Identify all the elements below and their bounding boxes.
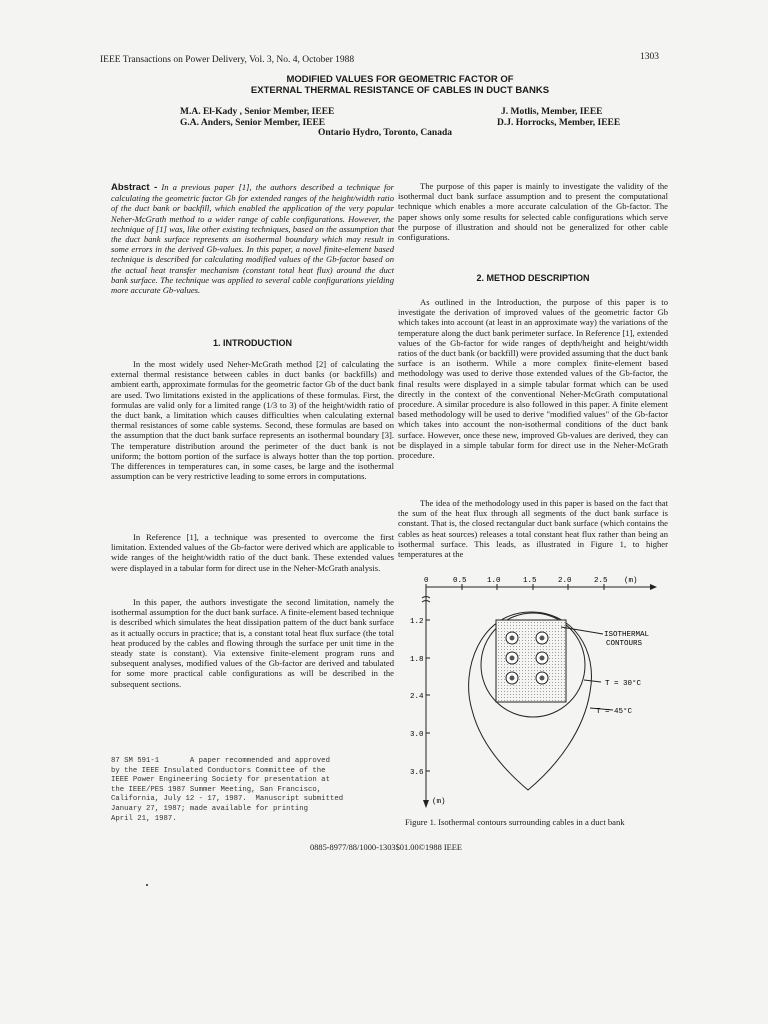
- purpose-paragraph: The purpose of this paper is mainly to investigate the validity of the isothermal duct bank surface assumption and to present the computational technique which enables a more accurate calculation of the Gb-factor. The paper shows only some results for selected cable configurations which serve the purpose of illustration and should not be generalized for other cable configurations.: [398, 181, 668, 243]
- x-tick-label: 0: [424, 577, 429, 585]
- figure-caption: Figure 1. Isothermal contours surrounding cables in a duct bank: [405, 817, 625, 827]
- author-horrocks: D.J. Horrocks, Member, IEEE: [497, 118, 621, 128]
- footnote-line: IEEE Power Engineering Society for presentation at: [111, 776, 330, 785]
- abstract-label: Abstract -: [111, 182, 158, 193]
- footnote-line: the IEEE/PES 1987 Summer Meeting, San Francisco,: [111, 785, 322, 794]
- y-tick-label: 2.4: [410, 693, 424, 701]
- intro-paragraph-3: In this paper, the authors investigate the second limitation, namely the isothermal assumption for the duct bank surface. A finite-element based technique is described which simulates the heat dissipation pattern of the duct bank surface as it actually occurs in practice; that is, a constant total heat flux surface (the total heat produced by the cables and flowing through the surface per unit time in the steady state is constant). Via extensive finite-element program runs and subsequent analyses, modified values of the Gb-factor are derived and tabulated for some more practical cable configurations as will be described in the subsequent sections.: [111, 597, 394, 689]
- footnote-line: 87 SM 591-1 A paper recommended and approved: [111, 757, 330, 765]
- y-tick-label: 3.6: [410, 769, 424, 777]
- x-unit-label: (m): [624, 577, 638, 585]
- journal-header: IEEE Transactions on Power Delivery, Vol. 3, No. 4, October 1988: [100, 55, 355, 65]
- stray-dot: [146, 884, 148, 886]
- leader-isothermal: [561, 627, 603, 634]
- authors-left: [180, 107, 334, 129]
- y-ticks: [426, 620, 430, 771]
- x-tick-label: 2.5: [594, 577, 608, 585]
- x-axis-arrow: [650, 584, 657, 590]
- label-isothermal: ISOTHERMAL: [604, 631, 650, 639]
- y-tick-label: 1.2: [410, 618, 424, 626]
- footnote-line: January 27, 1987; made available for printing: [111, 804, 309, 813]
- footnote: [111, 757, 401, 824]
- footnote-line: April 21, 1987.: [111, 814, 177, 823]
- x-tick-label: 1.5: [523, 577, 537, 585]
- y-tick-label: 1.8: [410, 656, 424, 664]
- title-line-2: EXTERNAL THERMAL RESISTANCE OF CABLES IN DUCT BANKS: [250, 85, 550, 96]
- abstract-text: In a previous paper [1], the authors described a technique for calculating the geometric factor Gb for extended ranges of the height/width ratio of the duct bank or backfill, which enabled the application of the very popular Neher-McGrath method to a wider range of cable configurations. However, the technique of [1] was, like other existing techniques, based on the assumption that the duct bank surface represents an isothermal boundary which may result in some errors in the derived Gb-values. In this paper, a novel finite-element based technique is described for calculating modified values of the Gb-factor based on the actual heat transfer mechanism (constant total heat flux) around the duct bank surface. The technique was applied to several cable configurations yielding more accurate Gb-values.: [111, 182, 395, 296]
- page-number: 1303: [640, 52, 659, 62]
- affiliation: Ontario Hydro, Toronto, Canada: [318, 128, 452, 138]
- label-contours: CONTOURS: [606, 640, 643, 648]
- y-axis-arrow: [423, 800, 429, 808]
- title-line-1: MODIFIED VALUES FOR GEOMETRIC FACTOR OF: [286, 74, 514, 85]
- section-2-heading: 2. METHOD DESCRIPTION: [476, 273, 590, 283]
- section-1-heading: 1. INTRODUCTION: [212, 338, 292, 348]
- leader-t30: [584, 680, 601, 682]
- footnote-line: California, July 12 - 17, 1987. Manuscript submitted: [111, 795, 344, 804]
- intro-paragraph-1: In the most widely used Neher-McGrath method [2] of calculating the external thermal resistance between cables in duct banks (or backfills) and ambient earth, approximate formulas for the geometric factor Gb of the duct bank are used. Two limitations existed in the applications of these formulas. First, the formulas are valid only for a limited range (1/3 to 3) of the height/width ratio of the duct bank, a limitation which causes difficulties when calculating external thermal resistances of some cable systems. Second, these formulas are based on the assumption that the duct bank surface represents an isothermal boundary [3]. The temperature distribution around the perimeter of the duct bank is not uniform; the bottom portion of the surface is always hotter than the top portion. The differences in temperatures can, in some cases, be large and the isothermal assumption can be very restrictive leading to some errors in computations.: [111, 359, 394, 482]
- footnote-line: by the IEEE Insulated Conductors Committee of the: [111, 766, 326, 775]
- label-t30: T = 30°C: [605, 680, 642, 688]
- issn-footer: 0885-8977/88/1000-1303$01.00©1988 IEEE: [310, 843, 462, 852]
- label-t45: T = 45°C: [596, 708, 633, 716]
- x-tick-label: 1.0: [487, 577, 501, 585]
- paper-title: [150, 74, 650, 96]
- author-motlis: J. Motlis, Member, IEEE: [501, 107, 603, 117]
- author-anders: G.A. Anders, Senior Member, IEEE: [180, 118, 326, 128]
- author-el-kady: M.A. El-Kady , Senior Member, IEEE: [180, 107, 335, 117]
- method-paragraph-2: The idea of the methodology used in this paper is based on the fact that the sum of the heat flux through all segments of the duct bank surface is constant. That is, the closed rectangular duct bank surface (which contains the cables as heat sources) releases a total constant heat flux rather than being an isothermal surface. This leads, as illustrated in Figure 1, to higher temperatures at the: [398, 498, 668, 560]
- intro-paragraph-2: In Reference [1], a technique was presented to overcome the first limitation. Extended values of the Gb-factor were derived which are applicable to wide ranges of the height/width ratio of the duct bank. These extended values were displayed in a tabular form for direct use in the Neher-McGrath analysis.: [111, 532, 394, 573]
- y-unit-label: (m): [432, 798, 446, 806]
- figure-1-isothermal-contours: [398, 570, 678, 810]
- y-tick-label: 3.0: [410, 731, 424, 739]
- authors-right: [497, 107, 620, 129]
- abstract: [111, 182, 394, 295]
- method-paragraph-1: As outlined in the Introduction, the purpose of this paper is to investigate the derivation of improved values of the geometric factor Gb which takes into account (at least in an approximate way) the variations of the temperature along the duct bank perimeter surface. In Reference [1], extended values of the Gb-factor for wide ranges of depth/height and height/width ratios of the duct bank (or backfill) were provided assuming that the duct bank surface is an isotherm. While a more complex finite-element based methodology was used to derive those extended values of the Gb-factor, the final results were displayed in a simple tabular format which can be used directly in the context of the conventional Neher-McGrath computational procedure. A similar procedure is also followed in this paper. A finite element based methodology will be used to derive "modified values" of the Gb-factor which takes into account the non-isothermal conditions of the duct bank surface. However, once these new, improved Gb-values are derived, they can be displayed in a simple tabular form for direct use in the Neher-McGrath procedure.: [398, 297, 668, 461]
- x-tick-label: 2.0: [558, 577, 572, 585]
- x-tick-label: 0.5: [453, 577, 467, 585]
